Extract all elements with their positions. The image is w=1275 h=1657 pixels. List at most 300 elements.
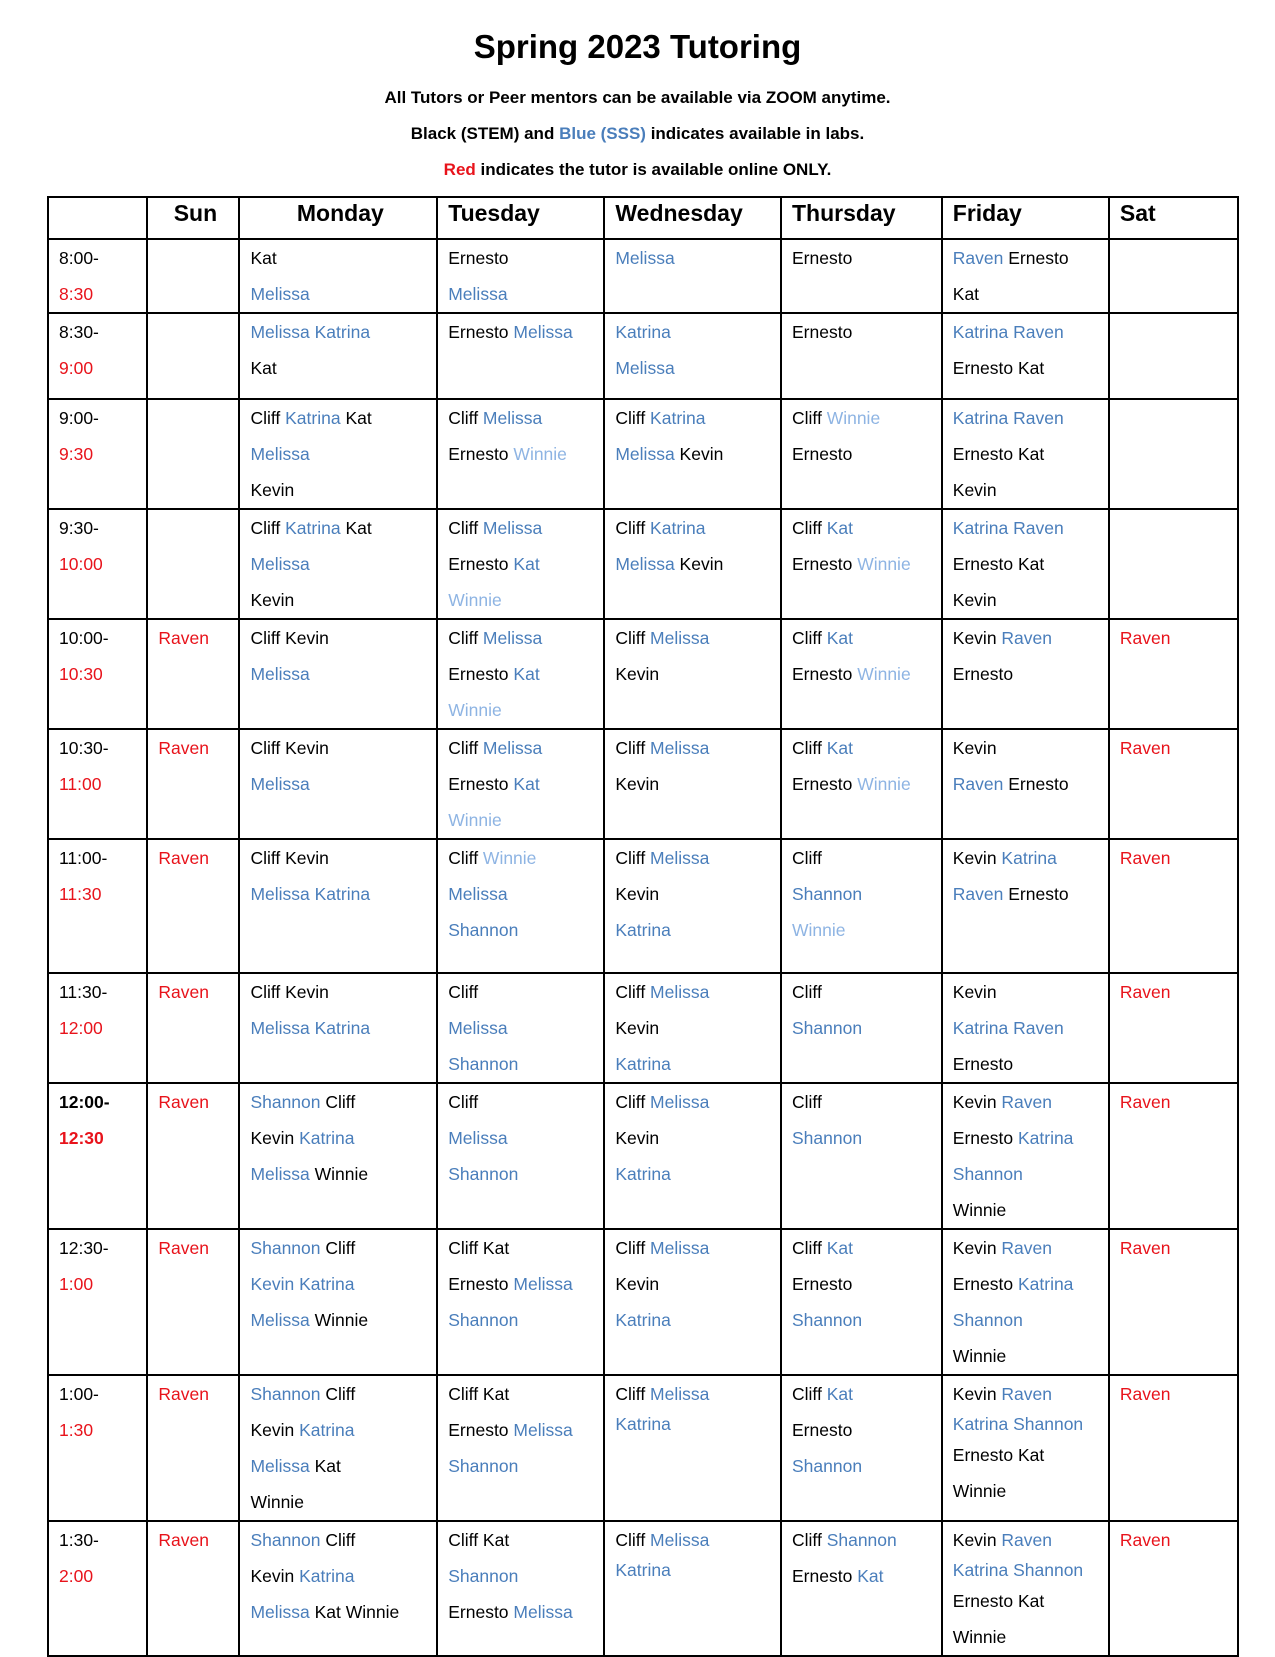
tutor-cell-sat (1109, 973, 1238, 1083)
tutor-name: Ernesto (1003, 774, 1069, 794)
tutor-line (250, 1412, 430, 1448)
tutor-line (250, 1266, 430, 1302)
tutor-name: Cliff (792, 982, 822, 1002)
tutor-line (953, 730, 1102, 766)
tutor-name: Winnie (309, 1310, 369, 1330)
tutor-name: Ernesto (792, 664, 858, 684)
tutor-line (953, 436, 1102, 472)
tutor-cell-thu (781, 313, 942, 399)
tutor-name: Ernesto (792, 554, 858, 574)
tutor-line (792, 730, 935, 766)
tutor-line (615, 1046, 774, 1082)
tutor-line (792, 436, 935, 472)
tutor-name: Raven (1001, 1092, 1053, 1112)
tutor-name: Winnie (792, 920, 846, 940)
schedule-row (48, 1375, 1238, 1521)
tutor-line (792, 546, 935, 582)
tutor-name: Ernesto (448, 248, 509, 268)
tutor-line (448, 400, 597, 436)
tutor-cell-mon (239, 619, 437, 729)
tutor-cell-sat (1109, 1521, 1238, 1656)
tutor-line (953, 1522, 1102, 1558)
tutor-line (615, 912, 774, 948)
tutor-name: Melissa (250, 554, 310, 574)
tutor-line (448, 802, 597, 838)
tutor-name: Cliff (320, 1384, 356, 1404)
tutor-line (792, 1558, 935, 1594)
tutor-name: Cliff (250, 518, 286, 538)
tutor-name: Kevin (250, 1420, 300, 1440)
tutor-cell-sun (147, 1375, 239, 1521)
tutor-line (250, 1120, 430, 1156)
tutor-name: Katrina (299, 1128, 355, 1148)
tutor-name: Cliff (615, 1530, 651, 1550)
tutor-name: Shannon (250, 1092, 321, 1112)
tutor-cell-thu (781, 729, 942, 839)
tutor-cell-sat (1109, 729, 1238, 839)
tutor-line (250, 840, 430, 876)
tutor-line (448, 692, 597, 728)
subtitle-online (0, 160, 1275, 180)
tutor-line (250, 1594, 430, 1630)
tutor-name: Cliff (792, 1092, 822, 1112)
tutor-cell-sun (147, 1083, 239, 1229)
tutor-name: Shannon (250, 1530, 321, 1550)
tutor-name: Cliff (448, 982, 479, 1002)
tutor-line (250, 1156, 430, 1192)
tutor-name: Kat (513, 664, 540, 684)
tutor-name: Winnie (857, 664, 911, 684)
tutor-name: Katrina (615, 322, 671, 342)
tutor-line (615, 1230, 774, 1266)
tutor-name: Kevin (674, 444, 724, 464)
tutor-line (615, 1522, 774, 1558)
tutor-name: Katrina Raven (952, 408, 1064, 428)
tutor-name: Kevin (250, 1566, 300, 1586)
subtitle-online-tail: indicates the tutor is available online ONLY. (475, 160, 832, 179)
tutor-line (158, 974, 232, 1010)
tutor-line (448, 1230, 597, 1266)
tutor-name: Ernesto (792, 322, 853, 342)
tutor-line (792, 620, 935, 656)
tutor-name: Shannon (792, 884, 863, 904)
time-end: 12:00 (59, 1018, 103, 1038)
tutor-name: Winnie (857, 554, 911, 574)
time-slot-cell (48, 313, 147, 399)
tutor-line (792, 1084, 935, 1120)
tutor-name: Shannon (448, 1310, 519, 1330)
tutor-line (448, 1266, 597, 1302)
tutor-name: Kevin (615, 1018, 660, 1038)
tutor-cell-wed (604, 619, 781, 729)
tutor-name: Katrina Raven (952, 1018, 1064, 1038)
tutor-name: Shannon (448, 1164, 519, 1184)
time-start: 1:30- (59, 1530, 99, 1550)
tutor-line (1120, 620, 1231, 656)
tutor-line (953, 1010, 1102, 1046)
tutor-name: Raven (1001, 1530, 1053, 1550)
tutor-name: Kat Winnie (309, 1602, 400, 1622)
tutor-name: Cliff (615, 518, 651, 538)
time-start: 9:00- (59, 408, 99, 428)
tutor-cell-mon (239, 239, 437, 313)
tutor-name: Kevin (952, 628, 1002, 648)
tutor-line (953, 840, 1102, 876)
tutor-name: Raven (1119, 1530, 1171, 1550)
tutor-line (448, 656, 597, 692)
time-start: 12:30- (59, 1238, 109, 1258)
tutor-name: Melissa (650, 1384, 710, 1404)
tutor-name: Katrina Shannon (952, 1560, 1084, 1580)
tutor-cell-wed (604, 729, 781, 839)
tutor-line (615, 1120, 774, 1156)
tutor-cell-sun (147, 313, 239, 399)
tutor-line (615, 1010, 774, 1046)
tutor-name: Cliff (448, 738, 483, 758)
tutor-line (158, 1230, 232, 1266)
tutor-name: Raven (158, 982, 210, 1002)
header-sat: Sat (1109, 197, 1238, 239)
tutor-name: Melissa (250, 1164, 310, 1184)
tutor-name: Katrina (285, 518, 341, 538)
tutor-name: Melissa (650, 982, 710, 1002)
tutor-name: Kat (952, 284, 980, 304)
tutor-name: Raven (158, 1238, 210, 1258)
tutor-name: Kat (340, 518, 372, 538)
tutor-line (615, 840, 774, 876)
tutor-line (448, 240, 597, 276)
header-monday: Monday (239, 197, 437, 239)
tutor-line (615, 510, 774, 546)
tutor-name: Ernesto (952, 1128, 1018, 1148)
time-slot-cell (48, 1083, 147, 1229)
time-end: 1:30 (59, 1420, 94, 1440)
tutor-line (448, 1594, 597, 1630)
tutor-line (448, 620, 597, 656)
tutor-name: Kat (340, 408, 372, 428)
tutor-cell-wed (604, 1521, 781, 1656)
tutor-name: Winnie (952, 1481, 1007, 1501)
tutor-line (792, 1412, 935, 1448)
tutor-name: Raven (1119, 1384, 1171, 1404)
tutor-name: Kevin (674, 554, 724, 574)
time-start: 10:30- (59, 738, 109, 758)
tutor-line (792, 510, 935, 546)
tutor-name: Cliff (320, 1092, 356, 1112)
tutor-name: Kevin (952, 1384, 1002, 1404)
tutor-name: Shannon (952, 1164, 1023, 1184)
tutor-cell-thu (781, 1083, 942, 1229)
tutor-line (448, 1412, 597, 1448)
tutor-cell-thu (781, 239, 942, 313)
tutor-name: Cliff (615, 848, 651, 868)
tutor-cell-mon (239, 729, 437, 839)
time-slot-cell (48, 839, 147, 973)
tutor-line (448, 1156, 597, 1192)
tutor-name: Ernesto Kat (952, 1591, 1045, 1611)
tutor-name: Shannon (250, 1384, 321, 1404)
page-title: Spring 2023 Tutoring (473, 28, 802, 65)
tutor-name: Raven (1119, 628, 1171, 648)
tutor-line (953, 766, 1102, 802)
time-start: 9:30- (59, 518, 99, 538)
tutor-name: Raven (1119, 738, 1171, 758)
tutor-line (953, 314, 1102, 350)
tutor-name: Cliff (792, 518, 827, 538)
tutor-cell-mon (239, 399, 437, 509)
tutor-line (250, 974, 430, 1010)
tutor-line (615, 974, 774, 1010)
tutor-line (250, 1302, 430, 1338)
tutor-line (953, 1558, 1102, 1583)
tutor-line (615, 766, 774, 802)
tutor-name: Cliff Kevin (250, 628, 329, 648)
schedule-row (48, 729, 1238, 839)
tutor-name: Katrina (615, 1414, 671, 1434)
tutor-cell-tue (437, 509, 604, 619)
tutor-name: Kevin (952, 1530, 1002, 1550)
tutor-name: Shannon (792, 1456, 863, 1476)
tutor-cell-mon (239, 1521, 437, 1656)
tutor-name: Ernesto (792, 248, 853, 268)
tutor-line (953, 1120, 1102, 1156)
tutor-line (953, 974, 1102, 1010)
tutor-name: Melissa (650, 848, 710, 868)
schedule-body (48, 239, 1238, 1656)
tutor-name: Cliff (615, 628, 651, 648)
tutor-name: Cliff (448, 848, 483, 868)
tutor-name: Kevin (952, 480, 997, 500)
tutor-cell-fri (942, 313, 1109, 399)
tutor-name: Ernesto (448, 1420, 514, 1440)
tutor-name: Ernesto (952, 1274, 1018, 1294)
time-start: 1:00- (59, 1384, 99, 1404)
tutor-name: Shannon (952, 1310, 1023, 1330)
tutor-name: Cliff Kevin (250, 848, 329, 868)
time-start: 8:30- (59, 322, 99, 342)
tutor-cell-tue (437, 399, 604, 509)
tutor-line (250, 1084, 430, 1120)
tutor-name: Cliff (792, 1384, 827, 1404)
tutor-name: Ernesto (792, 1274, 853, 1294)
tutor-name: Ernesto (448, 554, 514, 574)
tutor-line (250, 766, 430, 802)
tutor-name: Katrina (1017, 1128, 1074, 1148)
schedule-row (48, 839, 1238, 973)
tutor-name: Melissa (513, 1420, 573, 1440)
tutor-line (250, 472, 430, 508)
time-slot-cell (48, 1375, 147, 1521)
tutor-cell-sun (147, 839, 239, 973)
tutor-line (953, 1230, 1102, 1266)
tutor-name: Melissa (448, 1128, 508, 1148)
tutor-line (953, 1583, 1102, 1619)
tutor-line (448, 582, 597, 618)
tutor-name: Melissa (615, 444, 675, 464)
tutor-line (792, 1448, 935, 1484)
tutor-name: Shannon (792, 1310, 863, 1330)
tutor-name: Ernesto Kat (952, 444, 1045, 464)
tutor-line (953, 1192, 1102, 1228)
tutor-name: Melissa (482, 628, 543, 648)
tutor-name: Cliff Kat (448, 1384, 510, 1404)
tutor-line (448, 730, 597, 766)
tutor-line (792, 1230, 935, 1266)
tutor-cell-tue (437, 729, 604, 839)
tutor-name: Kat (826, 1238, 853, 1258)
tutor-line (448, 314, 597, 350)
subtitle-labs-blue: Blue (SSS) (559, 124, 646, 143)
header-tuesday: Tuesday (437, 197, 604, 239)
tutor-name: Cliff (792, 628, 827, 648)
tutor-name: Winnie (482, 848, 537, 868)
tutor-name: Melissa Katrina (250, 884, 371, 904)
tutor-name: Kevin (250, 590, 295, 610)
tutor-line (250, 620, 430, 656)
tutor-line (250, 1010, 430, 1046)
subtitle-labs-black: Black (STEM) and (410, 124, 560, 143)
tutor-line (792, 1302, 935, 1338)
tutor-cell-mon (239, 1083, 437, 1229)
tutor-line (953, 546, 1102, 582)
time-start: 8:00- (59, 248, 99, 268)
tutor-line (792, 974, 935, 1010)
tutor-line (953, 510, 1102, 546)
tutor-name: Kevin (615, 1274, 660, 1294)
tutor-name: Winnie (952, 1346, 1007, 1366)
tutoring-schedule-table (47, 196, 1239, 1657)
tutor-cell-mon (239, 973, 437, 1083)
tutor-name: Raven (1119, 1092, 1171, 1112)
tutor-name: Katrina (650, 518, 706, 538)
tutor-name: Katrina (615, 1310, 671, 1330)
tutor-name: Raven (158, 628, 210, 648)
tutor-name: Kevin (952, 982, 997, 1002)
schedule-row (48, 1083, 1238, 1229)
tutor-name: Raven (1119, 982, 1171, 1002)
tutor-line (615, 1266, 774, 1302)
tutor-name: Ernesto (448, 1274, 514, 1294)
tutor-name: Cliff (448, 408, 483, 428)
tutor-name: Melissa (250, 444, 310, 464)
header-row (48, 197, 1238, 239)
tutor-cell-sat (1109, 1083, 1238, 1229)
tutor-cell-sat (1109, 399, 1238, 509)
header-friday: Friday (942, 197, 1109, 239)
tutor-name: Winnie (309, 1164, 369, 1184)
tutor-cell-thu (781, 619, 942, 729)
tutor-line (615, 876, 774, 912)
tutor-name: Ernesto (792, 1566, 858, 1586)
tutor-name: Katrina (615, 920, 671, 940)
tutor-line (792, 840, 935, 876)
tutor-line (615, 400, 774, 436)
tutor-name: Kat (513, 554, 540, 574)
tutor-name: Melissa (482, 738, 543, 758)
tutor-cell-tue (437, 973, 604, 1083)
header-wednesday: Wednesday (604, 197, 781, 239)
tutor-name: Raven (158, 738, 210, 758)
tutor-name: Melissa Katrina (250, 322, 371, 342)
schedule-row (48, 509, 1238, 619)
tutor-cell-sat (1109, 313, 1238, 399)
tutor-name: Cliff (615, 1238, 651, 1258)
tutor-name: Katrina Raven (952, 518, 1064, 538)
tutor-line (953, 1084, 1102, 1120)
tutor-cell-mon (239, 1229, 437, 1375)
tutor-line (250, 582, 430, 618)
tutor-cell-wed (604, 839, 781, 973)
tutor-cell-tue (437, 839, 604, 973)
tutor-cell-mon (239, 839, 437, 973)
tutor-cell-sun (147, 399, 239, 509)
tutor-name: Ernesto (448, 322, 514, 342)
tutor-line (953, 1338, 1102, 1374)
time-slot-cell (48, 399, 147, 509)
tutor-name: Katrina (1001, 848, 1057, 868)
time-end: 1:00 (59, 1274, 94, 1294)
tutor-line (250, 876, 430, 912)
tutor-name: Raven (952, 774, 1004, 794)
tutor-name: Cliff (448, 1092, 479, 1112)
tutor-line (792, 656, 935, 692)
tutor-line (615, 730, 774, 766)
tutor-cell-fri (942, 1375, 1109, 1521)
tutor-line (448, 1522, 597, 1558)
tutor-name: Raven (952, 884, 1004, 904)
tutor-name: Kat (309, 1456, 341, 1476)
tutor-line (615, 436, 774, 472)
schedule-row (48, 1229, 1238, 1375)
time-start: 10:00- (59, 628, 109, 648)
tutor-cell-sun (147, 1521, 239, 1656)
tutor-cell-sat (1109, 839, 1238, 973)
tutor-name: Cliff (250, 408, 286, 428)
tutor-line (158, 1522, 232, 1558)
tutor-cell-sat (1109, 509, 1238, 619)
tutor-line (250, 276, 430, 312)
tutor-name: Cliff (615, 982, 651, 1002)
tutor-cell-fri (942, 729, 1109, 839)
tutor-name: Melissa (513, 1602, 573, 1622)
tutor-line (1120, 730, 1231, 766)
tutor-cell-thu (781, 399, 942, 509)
tutor-name: Cliff (615, 1384, 651, 1404)
tutor-name: Melissa (448, 884, 508, 904)
tutor-name: Ernesto (792, 444, 853, 464)
tutor-line (615, 240, 774, 276)
tutor-cell-fri (942, 619, 1109, 729)
tutor-line (448, 510, 597, 546)
tutor-cell-thu (781, 1229, 942, 1375)
tutor-name: Cliff (792, 1238, 827, 1258)
tutor-name: Cliff (615, 408, 651, 428)
tutor-name: Melissa Katrina (250, 1018, 371, 1038)
tutor-cell-tue (437, 1083, 604, 1229)
tutor-name: Cliff (615, 1092, 651, 1112)
tutor-line (448, 840, 597, 876)
tutor-name: Melissa (615, 358, 675, 378)
tutor-name: Shannon (792, 1128, 863, 1148)
tutor-name: Raven (158, 1092, 210, 1112)
tutor-line (615, 1302, 774, 1338)
time-end: 12:30 (59, 1128, 104, 1148)
tutor-line (792, 876, 935, 912)
tutor-line (448, 1448, 597, 1484)
tutor-line (250, 510, 430, 546)
tutor-name: Cliff (615, 738, 651, 758)
tutor-cell-wed (604, 509, 781, 619)
